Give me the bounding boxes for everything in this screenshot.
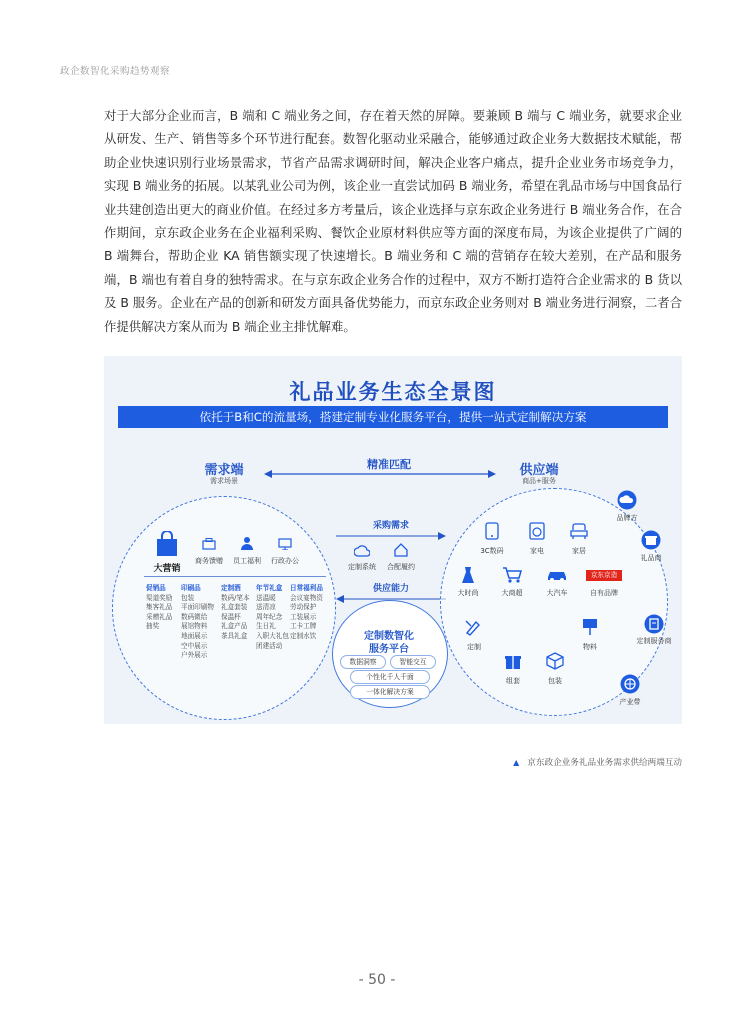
ecosystem-figure bbox=[104, 356, 682, 724]
fulfillment-label: 合配履约 bbox=[387, 563, 415, 571]
demand-sub: 需求场景 bbox=[210, 477, 238, 485]
demand-column-print bbox=[181, 584, 214, 661]
outer-brand-owner-label: 品牌方 bbox=[616, 514, 638, 522]
column-item: 生日礼 bbox=[256, 622, 276, 631]
cloud-system-icon bbox=[354, 544, 370, 558]
outer-custom-service-label: 定制服务商 bbox=[636, 637, 672, 645]
caption-triangle-icon: ▲ bbox=[513, 758, 520, 767]
washer-icon bbox=[529, 522, 545, 540]
column-item: 地面展示 bbox=[181, 631, 208, 640]
armchair-icon bbox=[570, 522, 588, 540]
supply-home-label: 家居 bbox=[572, 547, 586, 555]
supply-title: 供应端 bbox=[519, 463, 559, 478]
industry-belt-icon bbox=[620, 674, 640, 694]
gift-icon bbox=[504, 652, 522, 670]
custom-service-icon bbox=[644, 614, 664, 634]
phone-icon bbox=[484, 522, 500, 540]
page-number: - 50 - bbox=[358, 972, 396, 988]
outer-industry-belt-label: 产业带 bbox=[619, 698, 641, 706]
supply-capacity-label: 供应能力 bbox=[372, 584, 409, 594]
supply-auto-label: 大汽车 bbox=[546, 589, 568, 597]
figure-title: 礼品业务生态全景图 bbox=[289, 380, 497, 404]
shopping-bag-icon bbox=[154, 531, 180, 557]
demand-column-daily bbox=[290, 584, 323, 642]
column-item: 劳动保护 bbox=[290, 603, 317, 612]
column-item: 团建活动 bbox=[256, 641, 283, 650]
column-head: 促销品 bbox=[146, 584, 166, 592]
column-item: 包装 bbox=[181, 593, 195, 602]
column-item: 入职大礼包 bbox=[256, 631, 289, 640]
supply-fashion-label: 大时尚 bbox=[457, 589, 479, 597]
supply-supermarket-label: 大商超 bbox=[501, 589, 523, 597]
supply-set-label: 组套 bbox=[506, 677, 520, 685]
scene-admin-office: 行政办公 bbox=[271, 557, 299, 565]
column-item: 平面印刷物 bbox=[181, 603, 214, 612]
employee-icon bbox=[240, 536, 254, 550]
jd-jingzao-badge: 京东京造 bbox=[586, 570, 622, 581]
column-item: 工装展示 bbox=[290, 612, 317, 621]
column-item: 定制水饮 bbox=[290, 631, 317, 640]
column-item: 保温杯 bbox=[221, 612, 241, 621]
big-marketing-label: 大营销 bbox=[153, 564, 181, 574]
procurement-arrow-icon bbox=[336, 531, 446, 541]
outer-gift-vendor-label: 礼品商 bbox=[640, 554, 662, 562]
supply-3c-label: 3C数码 bbox=[480, 547, 504, 555]
column-item: 渠道奖励 bbox=[146, 593, 173, 602]
column-item: 数码微给 bbox=[181, 612, 208, 621]
brush-icon bbox=[464, 618, 482, 636]
procurement-label: 采购需求 bbox=[372, 521, 409, 531]
platform-pill: 一体化解决方案 bbox=[350, 685, 430, 699]
demand-divider bbox=[144, 576, 326, 577]
platform-pill: 个性化千人千面 bbox=[350, 670, 430, 684]
supply-ownbrand-label: 自有品牌 bbox=[590, 589, 618, 597]
car-icon bbox=[546, 568, 568, 582]
match-label: 精准匹配 bbox=[367, 458, 411, 471]
home-fulfill-icon bbox=[394, 543, 408, 557]
demand-column-festival bbox=[256, 584, 289, 651]
column-item: 送温暖 bbox=[256, 593, 276, 602]
body-paragraph: 对于大部分企业而言，B 端和 C 端业务之间，存在着天然的屏障。要兼顾 B 端与 C 端业务，就要求企业从研发、生产、销售等多个环节进行配套。数智化驱动业采融合，能够通过政企业务大数据技术赋能，帮助企业快速识别行业场景需求，节省产品需求调研时间，解决企业客户痛点，提升企业业务市场竞争力，实现 B 端业务的拓展。以某乳业公司为例，该企业一直尝试加码 B 端业务，希望在乳品市场与中国食品行业共建创造出更大的商业价值。在经过多方考量后，该企业选择与京东政企业务进行 B 端业务合作，在合作期间，京东政企业务在企业福利采购、餐饮企业原材料供应等方面的深度布局，为该企业提供了广阔的 B 端舞台，帮助企业 KA 销售额实现了快速增长。B 端业务和 C 端的营销存在较大差别，在产品和服务端，B 端也有着自身的独特需求。在与京东政企业务合作的过程中，双方不断打造符合企业需求的 B 货以及 B 服务。企业在产品的创新和研发方面具备优势能力，而京东政企业务则对 B 端业务进行洞察，二者合作提供解决方案从而为 B 端企业主排忧解难。 bbox=[104, 108, 682, 334]
column-item: 采赠礼品 bbox=[146, 612, 173, 621]
supply-material-label: 物料 bbox=[583, 643, 597, 651]
column-head: 年节礼盒 bbox=[256, 584, 283, 592]
platform-pill: 智能交互 bbox=[390, 655, 436, 669]
column-item: 集客礼品 bbox=[146, 603, 173, 612]
custom-system-label: 定制系统 bbox=[348, 563, 376, 571]
box-icon bbox=[546, 652, 564, 670]
platform-title-2: 服务平台 bbox=[369, 644, 409, 655]
platform-title-1: 定制数智化 bbox=[364, 631, 414, 642]
column-item: 周年纪念 bbox=[256, 612, 283, 621]
supply-packaging-label: 包装 bbox=[548, 677, 562, 685]
column-item: 展馆物料 bbox=[181, 622, 208, 631]
figure-caption bbox=[513, 756, 682, 768]
monitor-icon bbox=[278, 538, 292, 550]
demand-column-promo bbox=[146, 584, 172, 632]
column-head: 印刷品 bbox=[181, 584, 201, 592]
sign-board-icon bbox=[582, 618, 598, 636]
running-header: 政企数智化采购趋势观察 bbox=[60, 66, 171, 77]
brand-owner-icon bbox=[617, 490, 637, 510]
scene-business-gift: 商务馈赠 bbox=[195, 557, 223, 565]
column-head: 定制酒 bbox=[221, 584, 241, 592]
caption-text: 京东政企业务礼品业务需求供给两端互动 bbox=[527, 758, 682, 768]
supply-appliance-label: 家电 bbox=[530, 547, 544, 555]
supply-sub: 商品+服务 bbox=[522, 477, 556, 485]
column-item: 户外展示 bbox=[181, 651, 208, 660]
column-item: 礼盒产品 bbox=[221, 622, 248, 631]
column-item: 空中展示 bbox=[181, 641, 208, 650]
demand-title: 需求端 bbox=[204, 463, 244, 478]
column-item: 会议宴物资 bbox=[290, 593, 323, 602]
column-item: 抽奖 bbox=[146, 622, 160, 631]
gift-vendor-icon bbox=[641, 530, 661, 550]
demand-column-wine bbox=[221, 584, 250, 642]
column-item: 送清凉 bbox=[256, 603, 276, 612]
column-item: 数码/笔本 bbox=[221, 593, 250, 602]
platform-pill: 数据洞察 bbox=[340, 655, 386, 669]
column-head: 日常福利品 bbox=[290, 584, 323, 592]
cart-icon bbox=[502, 566, 522, 584]
column-item: 礼盒套装 bbox=[221, 603, 248, 612]
figure-subtitle: 依托于B和C的流量场，搭建定制专业化服务平台，提供一站式定制解决方案 bbox=[118, 406, 668, 428]
briefcase-icon bbox=[202, 538, 216, 550]
supply-custom-label: 定制 bbox=[467, 643, 481, 651]
column-item: 茶具礼盒 bbox=[221, 631, 248, 640]
match-arrow-icon bbox=[264, 468, 496, 480]
column-item: 工卡工牌 bbox=[290, 622, 317, 631]
scene-employee-benefit: 员工福利 bbox=[233, 557, 261, 565]
dress-icon bbox=[460, 566, 476, 584]
